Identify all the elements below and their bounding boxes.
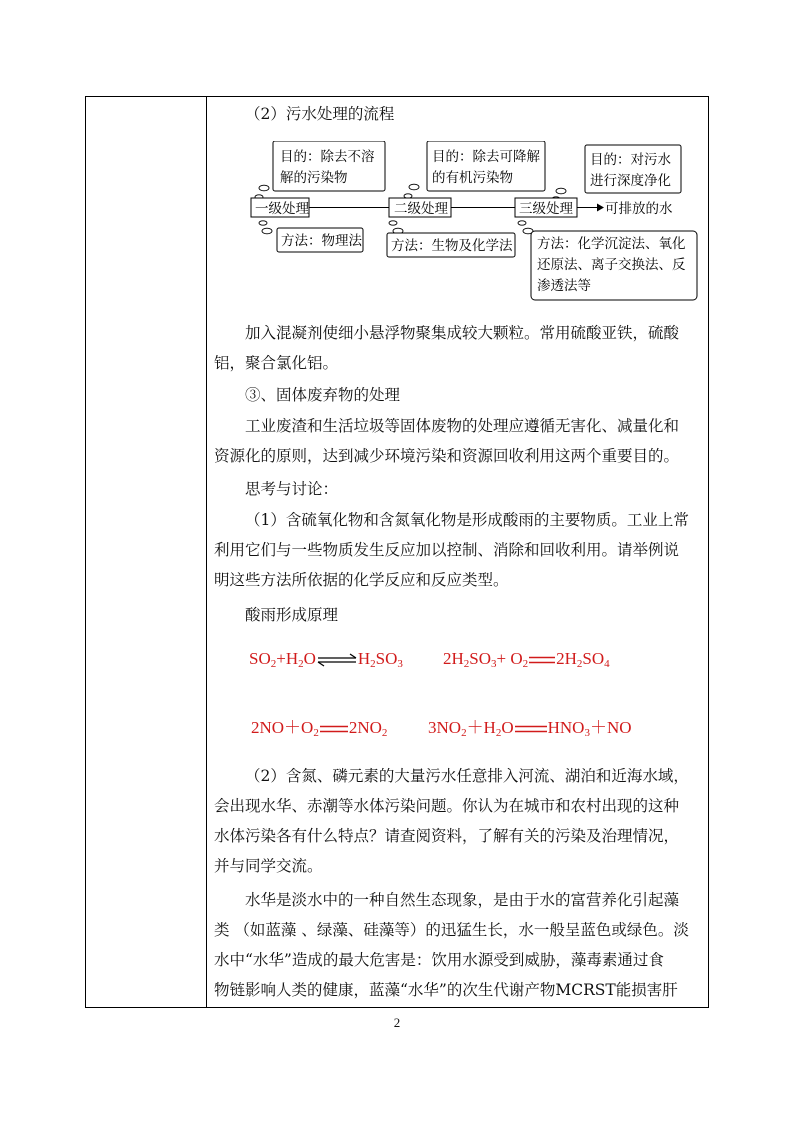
wastewater-flow-diagram xyxy=(247,141,717,309)
heading-solid-waste: ③、固体废弃物的处理 xyxy=(245,386,401,404)
method1-label: 方法：物理法 xyxy=(281,233,362,249)
equals-sign-icon xyxy=(514,723,548,735)
equation-3: $2NO+O_2$ $2NO_2$ xyxy=(251,718,388,739)
left-column-cell xyxy=(86,97,207,1007)
equals-sign-icon xyxy=(319,723,349,735)
method3-line1: 方法：化学沉淀法、氧化 xyxy=(537,236,686,252)
stage1-label: 一级处理 xyxy=(255,201,309,217)
method2-label: 方法：生物及化学法 xyxy=(391,238,513,254)
goal1-line1: 目的：除去不溶 xyxy=(280,149,375,165)
goal3-line1: 目的：对污水 xyxy=(590,152,671,168)
equation-2: $2H_2SO_3+ O_2$ $2H_2SO_4$ xyxy=(443,649,610,670)
content-table xyxy=(85,96,709,1008)
paragraph-coagulant: 加入混凝剂使细小悬浮物聚集成较大颗粒。常用硫酸亚铁，硫酸 铝，聚合氯化铝。 xyxy=(214,324,680,372)
equals-sign-icon xyxy=(528,654,556,666)
goal2-line2: 的有机污染物 xyxy=(432,170,513,186)
stage2-label: 二级处理 xyxy=(394,201,448,217)
heading-acid-rain: 酸雨形成原理 xyxy=(245,606,339,624)
output-label: 可排放的水 xyxy=(605,201,673,217)
goal2-line1: 目的：除去可降解 xyxy=(432,149,540,165)
method3-line2: 还原法、离子交换法、反 xyxy=(537,257,686,273)
equation-4: $3NO_2+H_2O$ $HNO_3+NO$ xyxy=(428,718,632,739)
paragraph-solid-waste: 工业废渣和生活垃圾等固体废物的处理应遵循无害化、减量化和 资源化的原则，达到减少环境污染和资源回收利用这两个重要目的。 xyxy=(214,417,680,465)
goal1-line2: 解的污染物 xyxy=(280,170,348,186)
page-number: 2 xyxy=(393,1015,401,1030)
stage3-label: 三级处理 xyxy=(519,201,573,217)
goal3-line2: 进行深度净化 xyxy=(590,173,671,189)
heading-discussion: 思考与讨论： xyxy=(245,480,339,498)
paragraph-algal-bloom: 水华是淡水中的一种自然生态现象，是由于水的富营养化引起藻 类 （如蓝藻 、绿藻、硅藻等）的迅猛生长，水一般呈蓝色或绿色。淡 水中“水华”造成的最大危害是：饮用水源受到威胁，藻毒素通过食 物链影响人类的健康，蓝藻“水华”的次生代谢产物MCRST能损害肝 xyxy=(214,891,689,999)
method3-line3: 渗透法等 xyxy=(537,278,591,294)
reversible-arrow-icon xyxy=(316,653,358,667)
right-column-cell xyxy=(207,97,708,1007)
paragraph-question-2: （2）含氮、磷元素的大量污水任意排入河流、湖泊和近海水域， 会出现水华、赤潮等水体污染问题。你认为在城市和农村出现的这种 水体污染各有什么特点？请查阅资料，了解有关的污染及治理情况， 并与同学交流。 xyxy=(214,767,689,875)
equation-1: $SO_2+H_2O$ $H_2SO_3$ xyxy=(249,649,403,670)
paragraph-question-1: （1）含硫氧化物和含氮氧化物是形成酸雨的主要物质。工业上常 利用它们与一些物质发生反应加以控制、消除和回收利用。请举例说 明这些方法所依据的化学反应和反应类型。 xyxy=(214,511,689,589)
section-title: （2）污水处理的流程 xyxy=(245,105,395,123)
